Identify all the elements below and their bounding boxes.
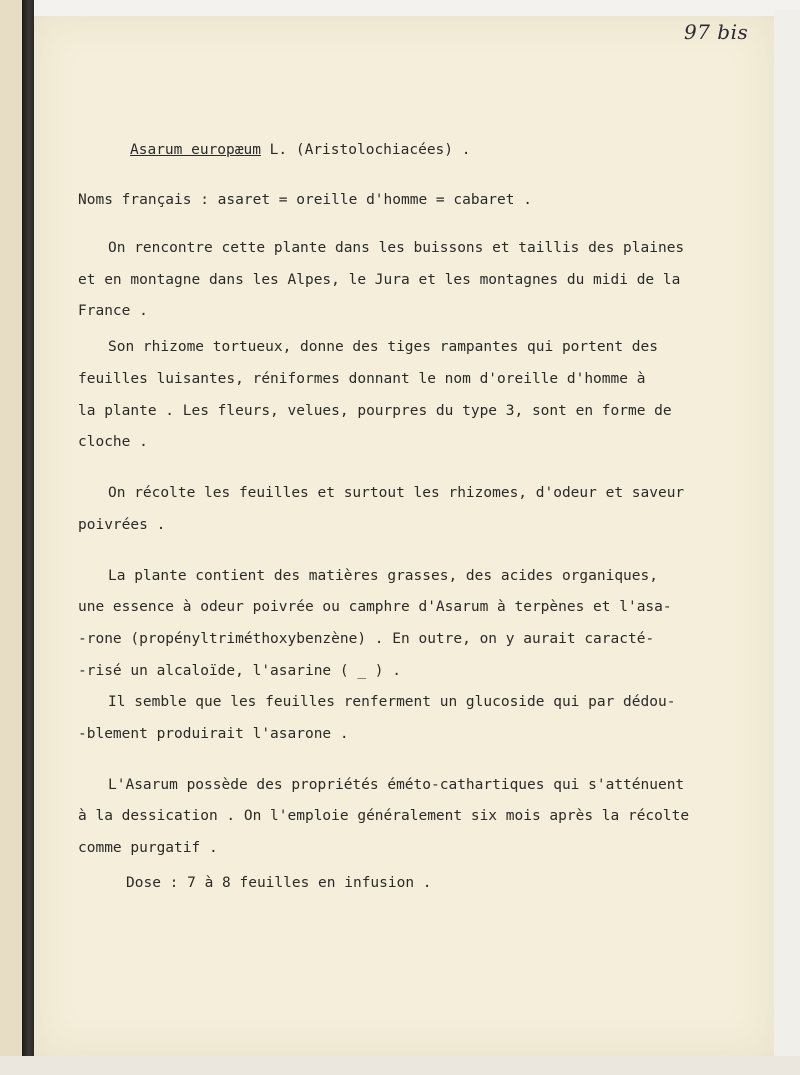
text-line: L'Asarum possède des propriétés éméto-cathartiques qui s'atténuent [108,777,685,793]
text-line: Dose : 7 à 8 feuilles en infusion . [126,875,432,891]
text-line: à la dessication . On l'emploie généralement six mois après la récolte [78,808,690,824]
text-line: On rencontre cette plante dans les buissons et taillis des plaines [108,240,685,256]
text-line: et en montagne dans les Alpes, le Jura et les montagnes du midi de la [78,272,681,288]
text-line: -risé un alcaloïde, l'asarine ( _ ) . [78,663,402,679]
text-line: On récolte les feuilles et surtout les rhizomes, d'odeur et saveur [108,485,685,501]
text-line: Il semble que les feuilles renferment un glucoside qui par dédou- [108,694,676,710]
title-family: L. (Aristolochiacées) . [260,142,471,158]
text-line: -blement produirait l'asarone . [78,726,349,742]
text-line: feuilles luisantes, réniformes donnant le nom d'oreille d'homme à [78,371,646,387]
text-line: Noms français : asaret = oreille d'homme = cabaret . [78,192,532,208]
text-line: Son rhizome tortueux, donne des tiges rampantes qui portent des [108,339,658,355]
text-line: poivrées . [78,517,166,533]
document-title [130,140,470,160]
book-binding [22,0,34,1075]
bottom-margin [0,1056,800,1075]
text-line: une essence à odeur poivrée ou camphre d'Asarum à terpènes et l'asa- [78,599,672,615]
text-line: la plante . Les fleurs, velues, pourpres du type 3, sont en forme de [78,403,672,419]
text-line: comme purgatif . [78,840,218,856]
page-edge [774,10,800,1070]
folio-number: 97 bis [684,20,749,44]
text-line: cloche . [78,434,148,450]
species-name: Asarum europæum [130,142,261,158]
text-line: -rone (propényltriméthoxybenzène) . En outre, on y aurait caracté- [78,631,655,647]
document-page [34,16,774,1056]
left-margin-strip [0,0,23,1075]
text-line: France . [78,303,148,319]
text-line: La plante contient des matières grasses, des acides organiques, [108,568,658,584]
